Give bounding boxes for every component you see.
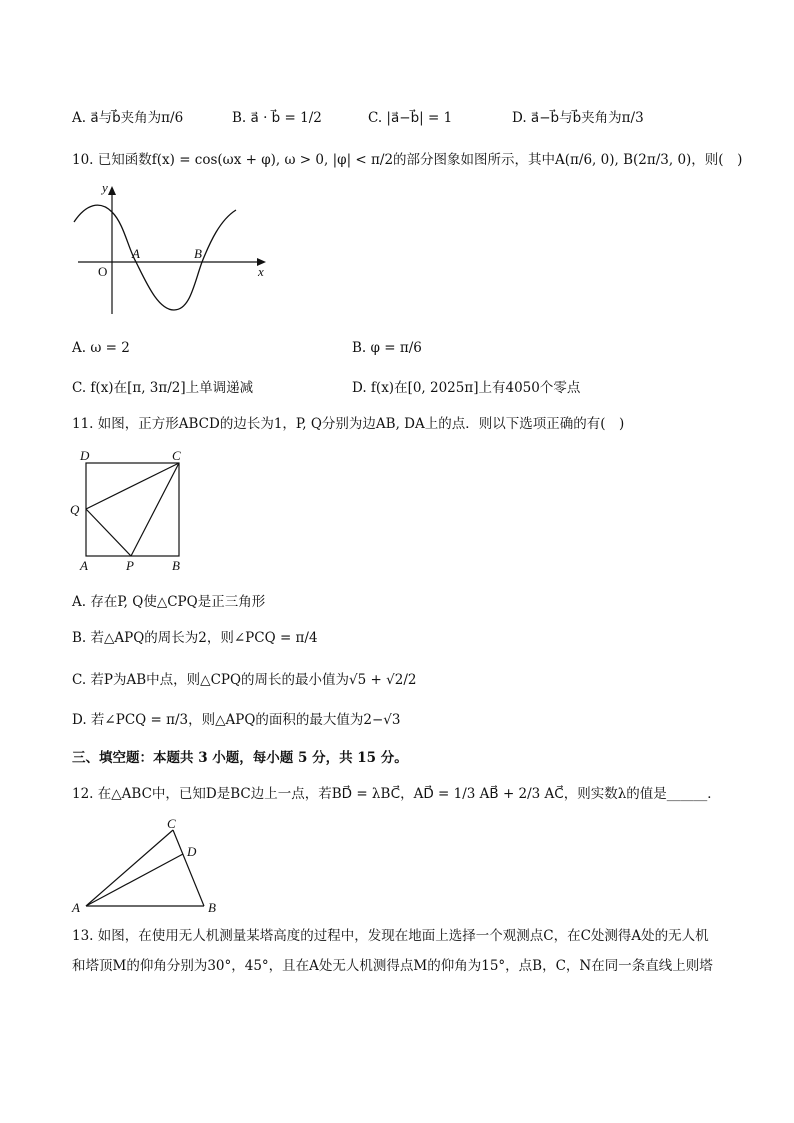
label-d: D xyxy=(187,844,197,859)
label-a: A xyxy=(72,900,80,915)
q9-option-d: D. a⃗−b⃗与b⃗夹角为π/3 xyxy=(512,110,644,126)
q10-option-d: D. f(x)在[0, 2025π]上有4050个零点 xyxy=(352,380,581,396)
segment-cb xyxy=(173,830,204,906)
segment-ac xyxy=(86,830,173,906)
q12-triangle-figure xyxy=(68,814,228,918)
label-y: y xyxy=(102,182,108,195)
segment-qc xyxy=(86,463,179,509)
label-a: A xyxy=(80,558,88,573)
label-c: C xyxy=(172,448,181,463)
q13-line-2: 和塔顶M的仰角分别为30°，45°，且在A处无人机测得点M的仰角为15°，点B，C，N在同一条直线上则塔 xyxy=(72,958,713,974)
q11-stem: 11. 如图，正方形ABCD的边长为1，P, Q分别为边AB, DA上的点．则以下选项正确的有( ) xyxy=(72,416,625,432)
label-point-a: A xyxy=(132,246,140,261)
q11-option-a: A. 存在P, Q使△CPQ是正三角形 xyxy=(72,594,266,610)
label-d: D xyxy=(80,448,90,463)
label-origin: O xyxy=(98,264,108,279)
label-b: B xyxy=(172,558,180,573)
q11-option-d: D. 若∠PCQ = π/3，则△APQ的面积的最大值为2−√3 xyxy=(72,712,401,728)
label-point-b: B xyxy=(194,246,202,261)
q9-option-c: C. |a⃗−b⃗| = 1 xyxy=(368,110,453,126)
segment-qp xyxy=(86,509,131,556)
q9-option-a: A. a⃗与b⃗夹角为π/6 xyxy=(72,110,184,126)
section-heading: 三、填空题：本题共 3 小题，每小题 5 分，共 15 分。 xyxy=(72,750,408,766)
q11-square-figure xyxy=(68,446,198,576)
q12-stem: 12. 在△ABC中，已知D是BC边上一点，若BD⃗ = λBC⃗，AD⃗ = 1/3 AB⃗ + 2/3 AC⃗，则实数λ的值是______． xyxy=(72,786,721,802)
q11-option-c: C. 若P为AB中点，则△CPQ的周长的最小值为√5 + √2/2 xyxy=(72,672,417,688)
label-q: Q xyxy=(70,502,80,517)
q10-option-c: C. f(x)在[π, 3π/2]上单调递减 xyxy=(72,380,254,396)
label-b: B xyxy=(208,900,216,915)
q11-option-b: B. 若△APQ的周长为2，则∠PCQ = π/4 xyxy=(72,630,318,646)
label-p: P xyxy=(126,558,134,573)
q10-graph-figure xyxy=(66,182,276,322)
function-curve xyxy=(74,205,236,310)
q10-option-a: A. ω = 2 xyxy=(72,340,130,356)
label-x: x xyxy=(258,264,264,279)
q13-line-1: 13. 如图，在使用无人机测量某塔高度的过程中，发现在地面上选择一个观测点C，在C处测得A处的无人机 xyxy=(72,928,709,944)
segment-ad xyxy=(86,854,183,906)
q10-stem: 10. 已知函数f(x) = cos(ωx + φ), ω > 0, |φ| < π/2的部分图象如图所示，其中A(π/6, 0), B(2π/3, 0)，则( ) xyxy=(72,152,743,168)
q9-option-b: B. a⃗ · b⃗ = 1/2 xyxy=(232,110,322,126)
segment-pc xyxy=(131,463,179,556)
y-axis-arrow xyxy=(108,186,116,195)
square-abcd xyxy=(86,463,179,556)
label-c: C xyxy=(167,816,176,831)
q10-option-b: B. φ = π/6 xyxy=(352,340,422,356)
